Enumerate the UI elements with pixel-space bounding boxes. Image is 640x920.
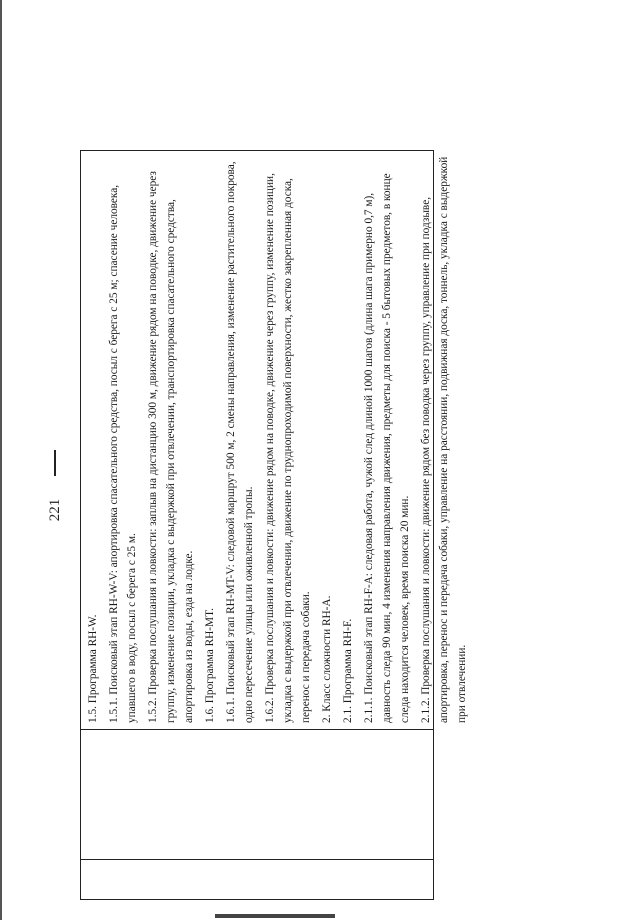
program-entry: 1.5.2. Проверка послушания и ловкости: заплыв на дистанцию 300 м, движение рядом на поводке, движение через группу, изменение позиции, укладка с выдержкой при отвлечении, транспортировка спасательного средства, апортировка из воды, езда на лодке.: [147, 171, 195, 723]
rotated-page: [40, 110, 468, 910]
program-entry: 1.6. Программа RH-MT.: [204, 608, 216, 723]
table-column-name: [81, 729, 433, 859]
page-number-mark: [54, 450, 56, 476]
program-entry: 2.1.1. Поисковый этап RH-F-A: следовая работа, чужой след длиной 1000 шагов (длина шага примерно 0,7 м), давность следа 90 мин, 4 изменения направления движения, предметы для поиска - 5 бытовых предметов, в конце следа находится человек, время поиска 20 мин.: [363, 173, 411, 723]
program-entry: 2.1.2. Проверка послушания и ловкости: движение рядом без поводка через группу, управление при подзыве, апортировка, перенос и передача собаки, управление на расстоянии, подвижная доска, тоннель, укладка с выдержкой при отвлечении.: [420, 156, 468, 723]
table-column-content: [81, 149, 468, 729]
program-entry: 2.1. Программа RH-F.: [342, 618, 354, 723]
program-entry: 1.5.1. Поисковый этап RH-W-V: апортировка спасательного средства, посыл с берега с 25 м; спасение человека, упавшего в воду, посыл с берега с 25 м.: [108, 184, 138, 723]
document-table: [80, 150, 468, 900]
scan-edge-bottom: [215, 914, 335, 918]
program-entry: 1.5. Программа RH-W.: [87, 614, 99, 723]
program-entry: 2. Класс сложности RH-A.: [321, 595, 333, 723]
program-entry: 1.6.1. Поисковый этап RH-MT-V: следовой маршрут 500 м, 2 смены направления, изменение растительного покрова, одно пересечение улицы или оживленной тропы.: [225, 161, 255, 723]
table-column-number: [81, 859, 433, 899]
program-entry: 1.6.2. Проверка послушания и ловкости: движение рядом на поводке, движение через группу, изменение позиции, укладка с выдержкой при отвлечении, движение по труднопроходимой поверхности, жестко закрепленная доска, перенос и передача собаки.: [264, 173, 312, 723]
page-number: 221: [47, 498, 63, 522]
scan-edge-left: [0, 0, 2, 920]
